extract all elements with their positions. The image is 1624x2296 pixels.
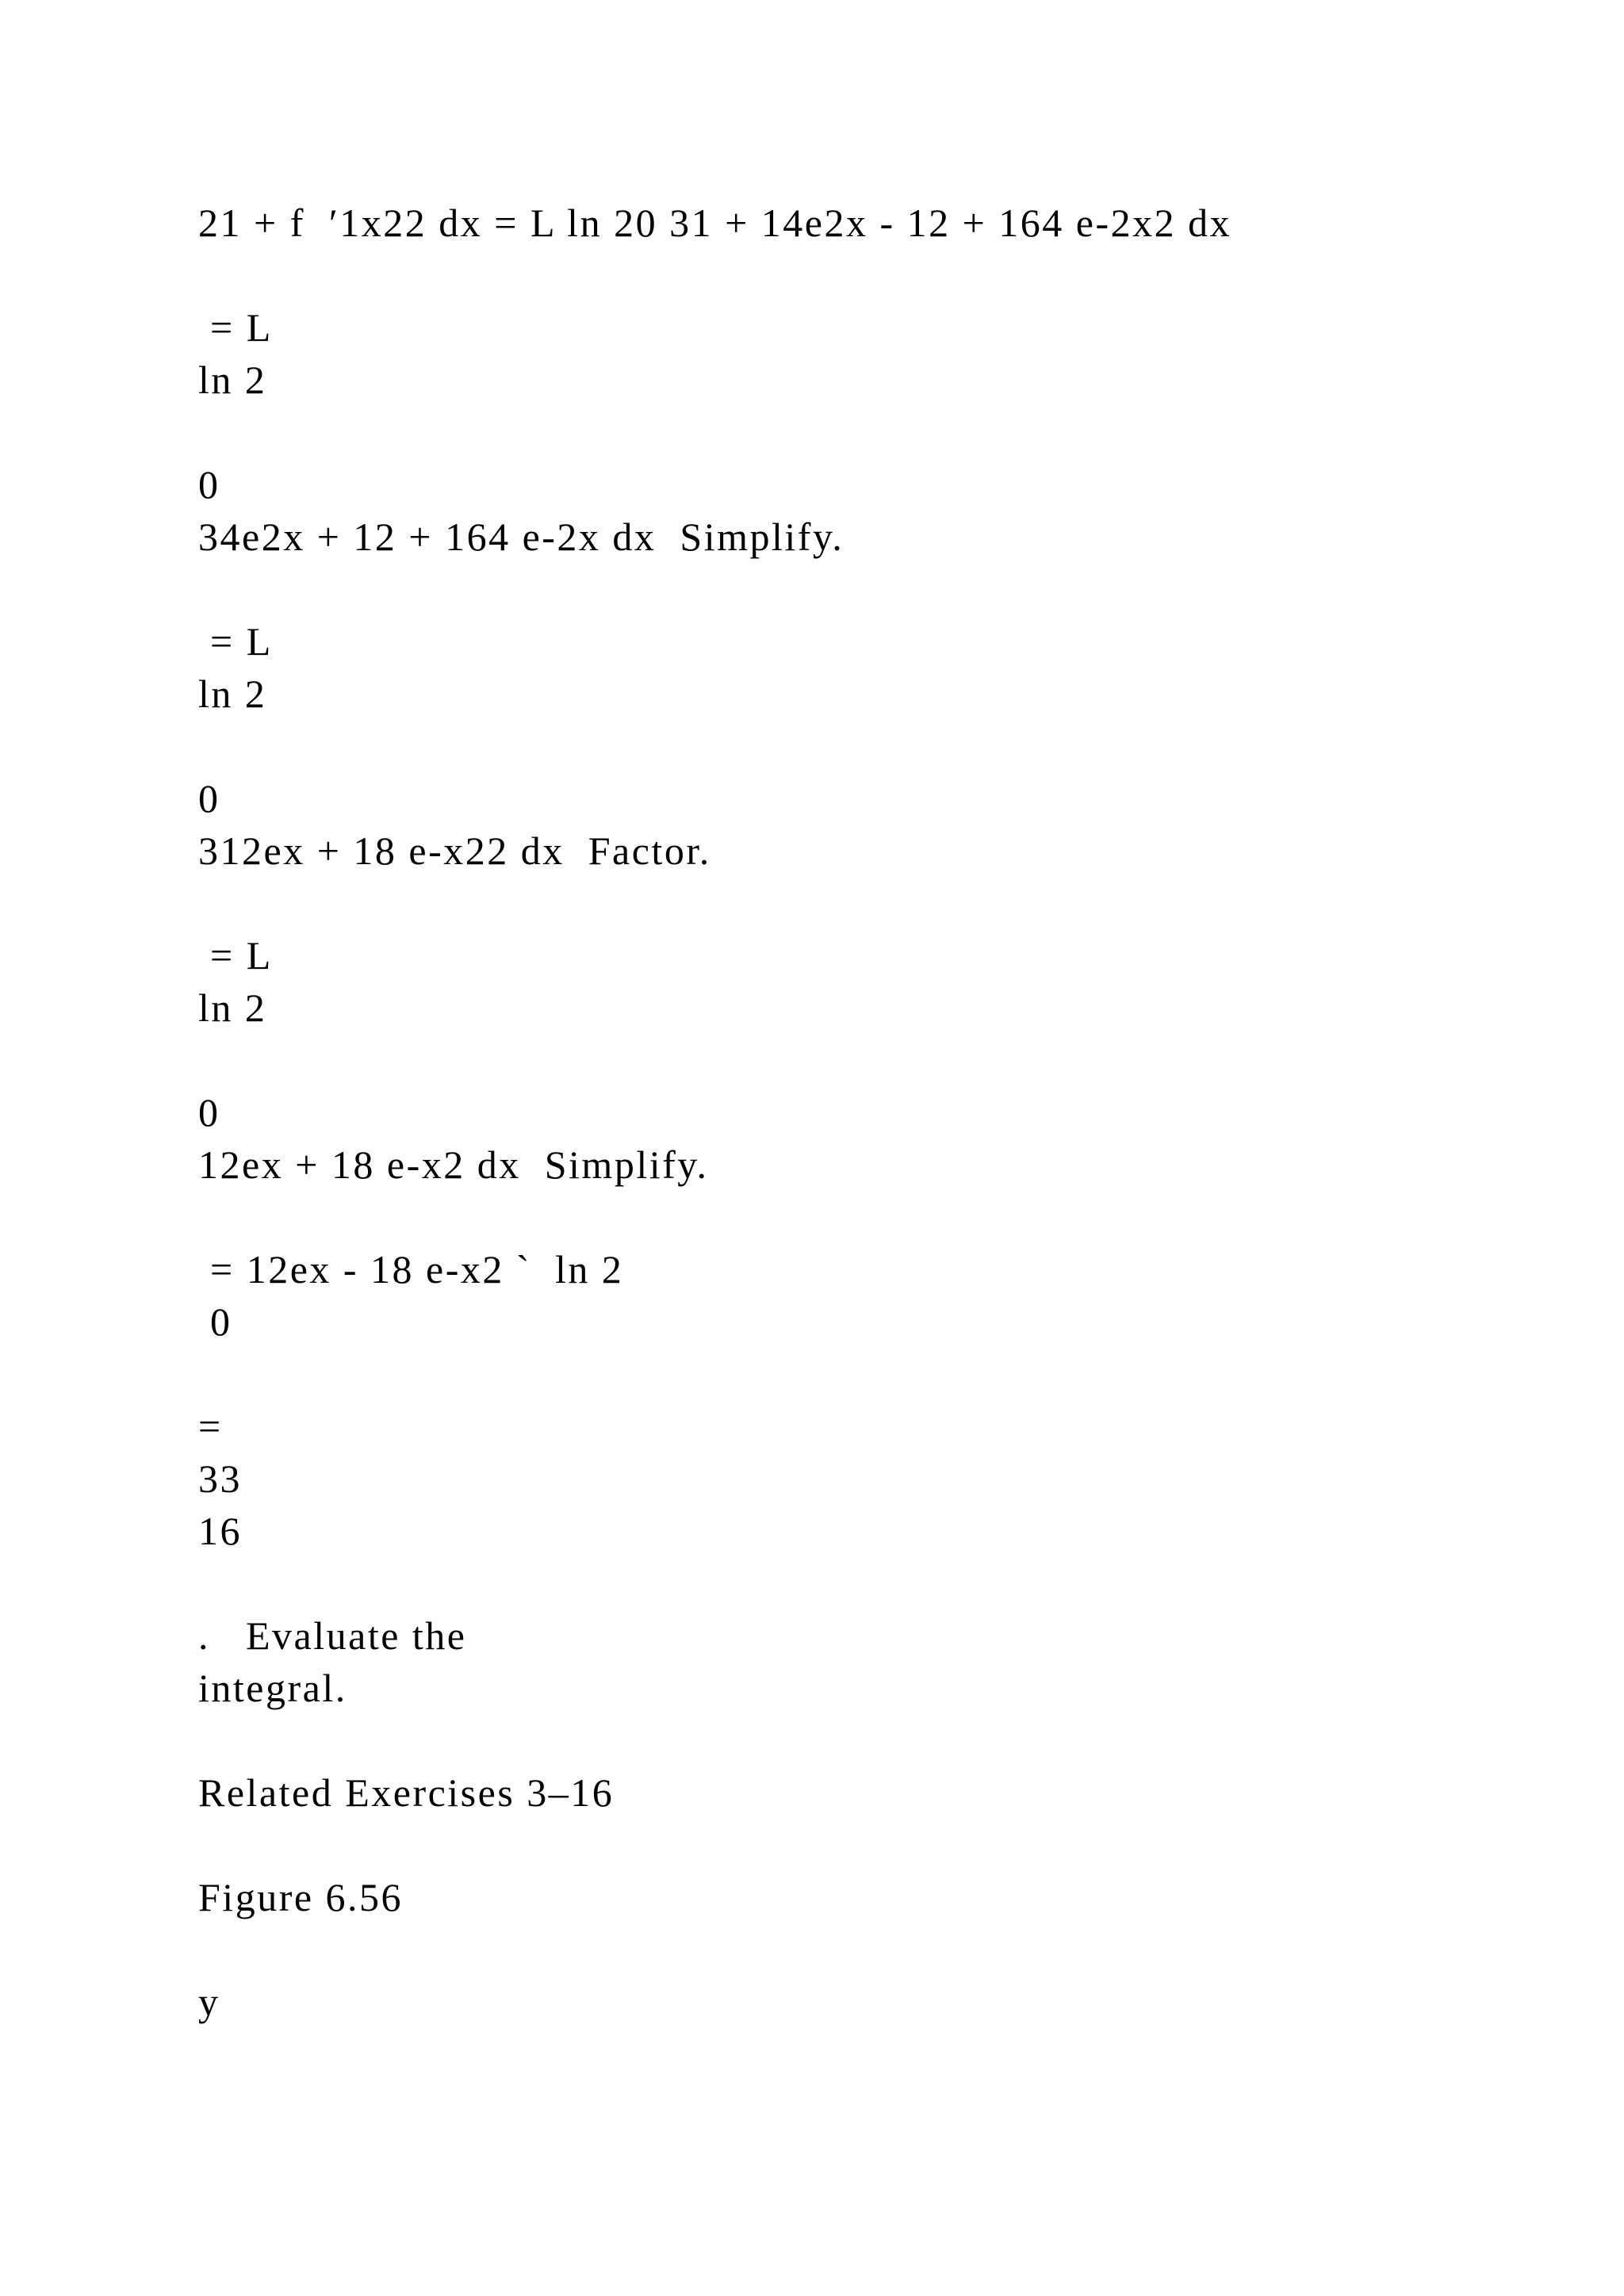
related-exercises-line: Related Exercises 3–16: [198, 1770, 615, 1815]
blank-line: [198, 1819, 1546, 1871]
text-line: 0: [198, 1090, 220, 1135]
text-line: = 12ex - 18 e-x2 ` ln 2: [198, 1247, 624, 1292]
blank-line: [198, 720, 1546, 772]
blank-line: [198, 877, 1546, 929]
text-line: =: [198, 1404, 223, 1448]
text-line: integral.: [198, 1666, 347, 1710]
text-line: ln 2: [198, 672, 267, 716]
text-line: 0: [198, 1299, 232, 1344]
blank-line: [198, 1557, 1546, 1609]
text-line: = L: [198, 933, 273, 978]
text-line: = L: [198, 619, 273, 664]
text-line: 0: [198, 776, 220, 821]
text-line: 12ex + 18 e-x2 dx Simplify.: [198, 1142, 709, 1187]
text-line: 34e2x + 12 + 164 e-2x dx Simplify.: [198, 515, 845, 559]
text-line: 16: [198, 1509, 242, 1553]
blank-line: [198, 406, 1546, 458]
blank-line: [198, 1714, 1546, 1766]
blank-line: [198, 249, 1546, 301]
blank-line: [198, 1034, 1546, 1086]
text-line: = L: [198, 305, 273, 350]
document-page: [198, 197, 1546, 2028]
blank-line: [198, 1923, 1546, 1976]
text-line: 33: [198, 1456, 242, 1501]
text-line: 21 + f ′1x22 dx = L ln 20 31 + 14e2x - 12 + 164 e-2x2 dx: [198, 201, 1232, 245]
blank-line: [198, 1191, 1546, 1243]
text-line: 312ex + 18 e-x22 dx Factor.: [198, 828, 711, 873]
text-line: ln 2: [198, 358, 267, 402]
text-line: . Evaluate the: [198, 1613, 467, 1658]
blank-line: [198, 563, 1546, 615]
figure-caption: Figure 6.56: [198, 1875, 404, 1919]
blank-line: [198, 1348, 1546, 1400]
text-line: 0: [198, 462, 220, 507]
axis-label-y: y: [198, 1980, 220, 2024]
text-line: ln 2: [198, 985, 267, 1030]
